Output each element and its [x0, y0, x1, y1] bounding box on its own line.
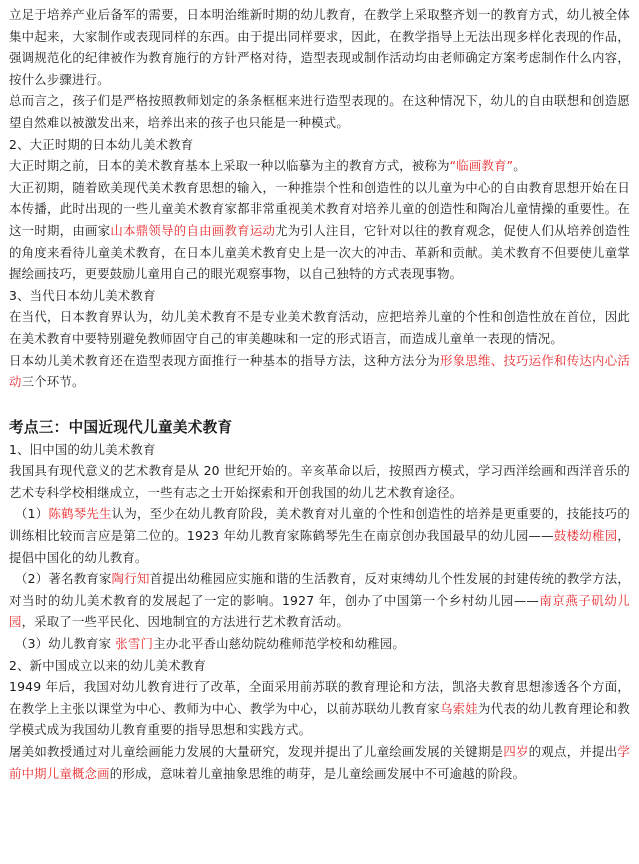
- paragraph-three-steps: 日本幼儿美术教育还在造型表现方面推行一种基本的指导方法，这种方法分为形象思维、技巧运作和传达内心活动三个环节。: [9, 352, 630, 390]
- subheading-new-china: 2、新中国成立以来的幼儿美术教育: [9, 657, 206, 673]
- highlight-copy-drawing: “临画教育”: [449, 158, 514, 174]
- subheading-contemporary-japan: 3、当代日本幼儿美术教育: [9, 287, 156, 303]
- highlight-usova: 乌索娃: [439, 700, 478, 716]
- subheading-old-china: 1、旧中国的幼儿美术教育: [9, 441, 156, 457]
- paragraph-tu-meiru: 屠美如教授通过对儿童绘画能力发展的大量研究，发现并提出了儿童绘画发展的关键期是四岁的观点，并提出学前中期儿童概念画的形成，意味着儿童抽象思维的萌芽，是儿童绘画发展中不可逾越的阶段。: [9, 744, 630, 781]
- highlight-concept-drawing: 学前中期儿童概念画: [9, 744, 630, 781]
- highlight-zhang-xuemen: 张雪门: [115, 636, 154, 652]
- highlight-free-drawing-movement: 山本鼎领导的自由画教育运动: [110, 222, 276, 238]
- paragraph-taisho-early: 大正初期，随着欧美现代美术教育思想的输入，一种推崇个性和创造性的以儿童为中心的自由教育思想开始在日本传播，此时出现的一些儿童美术教育家都非常重视美术教育对培养儿童的创造性和陶冶儿童情操的重要性。在这一时期，由画家山本鼎领导的自由画教育运动尤为引人注目，它针对以往的教育观念，促使人们从培养创造性的角度来看待儿童美术教育，在日本儿童美术教育史上是一次大的冲击、革新和贡献。美术教育不但要使儿童掌握绘画技巧，更要鼓励儿童用自己的眼光观察事物，以自己独特的方式表现事物。: [9, 179, 630, 282]
- paragraph-20th-century: 我国具有现代意义的艺术教育是从 20 世纪开始的。辛亥革命以后，按照西方模式，学习西洋绘画和西洋音乐的艺术专科学校相继成立，一些有志之士开始探索和开创我国的幼儿艺术教育途径。: [9, 463, 630, 500]
- paragraph-zhang-xuemen: （3）幼儿教育家 张雪门主办北平香山慈幼院幼稚师范学校和幼稚园。: [15, 636, 405, 652]
- highlight-four-years: 四岁: [503, 744, 529, 759]
- paragraph-meiji-teaching: 立足于培养产业后备军的需要，日本明治维新时期的幼儿教育，在教学上采取整齐划一的教育方式，幼儿被全体集中起来，大家制作或表现同样的东西。由于提出同样要求，因此，在教学指导上无法出现多样化表现的作品，强调规范化的纪律被作为教育施行的方针严格对待，造型表现或制作活动均由老师确定方案考虑制作什么内容，按什么步骤进行。: [9, 7, 630, 87]
- paragraph-contemporary: 在当代，日本教育界认为，幼儿美术教育不是专业美术教育活动，应把培养儿童的个性和创造性放在首位，因此在美术教育中要特别避免教师固守自己的审美趣味和一定的形式语言，而造成儿童单一表现的情况。: [9, 309, 630, 346]
- paragraph-1949: 1949 年后，我国对幼儿教育进行了改革，全面采用前苏联的教育理论和方法，凯洛夫教育思想渗透各个方面，在教学上主张以课堂为中心、教师为中心、教学为中心，以前苏联幼儿教育家乌索娃为代表的幼儿教育理论和教学模式成为我国幼儿教育重要的指导思想和实践方式。: [9, 679, 630, 738]
- highlight-tao-xingzhi: 陶行知: [111, 571, 150, 587]
- paragraph-pre-taisho: 大正时期之前，日本的美术教育基本上采取一种以临摹为主的教育方式，被称为“临画教育”。: [9, 158, 526, 174]
- subheading-taisho: 2、大正时期的日本幼儿美术教育: [9, 136, 194, 152]
- paragraph-summary: 总而言之，孩子们是严格按照教师划定的条条框框来进行造型表现的。在这种情况下，幼儿的自由联想和创造愿望自然难以被激发出来，培养出来的孩子也只能是一种模式。: [9, 93, 630, 130]
- highlight-gulou-kindergarten: 鼓楼幼稚园: [553, 528, 618, 544]
- paragraph-chen-heqin: （1）陈鹤琴先生认为，至少在幼儿教育阶段，美术教育对儿童的个性和创造性的培养是更重要的，技能技巧的训练相比较而言应是第二位的。1923 年幼儿教育家陈鹤琴先生在南京创办我国最早的幼儿园——鼓楼幼稚园，提倡中国化的幼儿教育。: [9, 506, 631, 565]
- section-heading: 考点三：中国近现代儿童美术教育: [9, 418, 233, 436]
- highlight-chen-heqin: 陈鹤琴先生: [48, 506, 112, 522]
- paragraph-tao-xingzhi: （2）著名教育家陶行知首提出幼稚园应实施和谐的生活教育，反对束缚幼儿个性发展的封建传统的教学方法，对当时的幼儿美术教育的发展起了一定的影响。1927 年，创办了中国第一个乡村幼儿园——南京燕子矶幼儿园，采取了一些平民化、因地制宜的方法进行艺术教育活动。: [9, 571, 631, 630]
- highlight-three-steps: 形象思维、技巧运作和传达内心活动: [9, 352, 630, 390]
- highlight-yanziji-kindergarten: 南京燕子矶幼儿园: [9, 592, 630, 630]
